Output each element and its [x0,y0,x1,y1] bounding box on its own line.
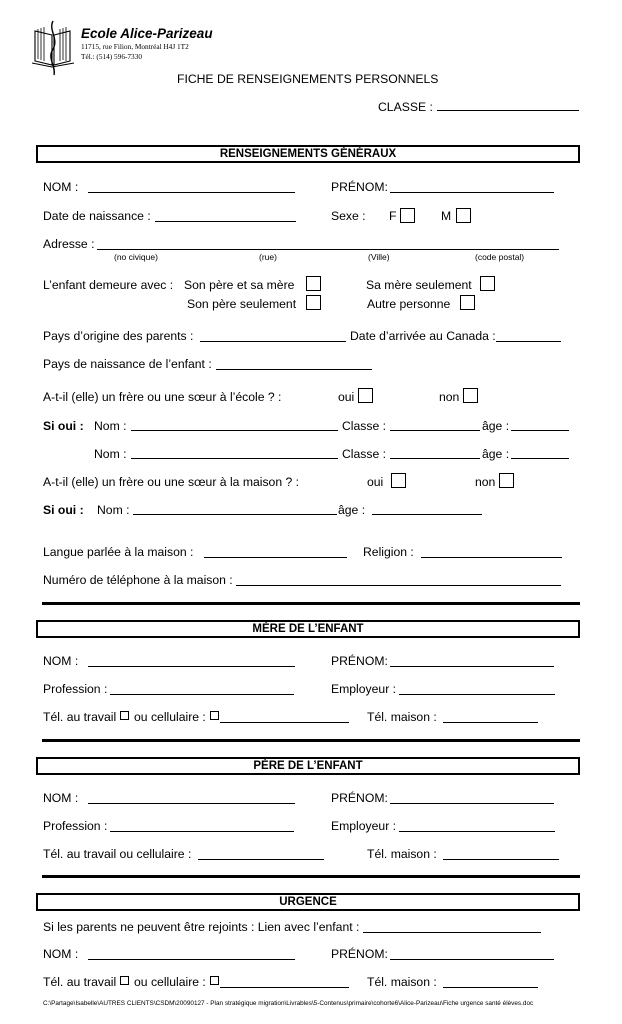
sibling-home-oui-label: oui [367,475,384,489]
father-profession-field[interactable] [110,831,294,832]
opt-mother-label: Sa mère seulement [366,278,472,292]
lives-with-label: L’enfant demeure avec : [43,278,174,292]
father-work-label: Tél. au travail ou cellulaire : [43,847,192,861]
father-nom-field[interactable] [88,803,295,804]
phone-label: Numéro de téléphone à la maison : [43,573,233,587]
sibling-school-non-checkbox[interactable] [463,388,478,403]
sibling1-nom-label: Nom : [94,419,127,433]
origin-field[interactable] [200,341,346,342]
mother-section-header: MÈRE DE L’ENFANT [36,620,580,638]
sibling1-nom-field[interactable] [131,430,338,431]
mother-work-checkbox[interactable] [120,711,129,720]
addr-ville-caption: (Ville) [368,252,390,262]
addr-civique-caption: (no civique) [114,252,158,262]
mother-cell-checkbox[interactable] [210,711,219,720]
father-work-field[interactable] [198,859,324,860]
father-home-label: Tél. maison : [367,847,437,861]
urgence-nom-label: NOM : [43,947,79,961]
urgence-nom-field[interactable] [88,959,295,960]
urgence-link-label: Si les parents ne peuvent être rejoints : Lien avec l’enfant : [43,920,360,934]
sexe-m-checkbox[interactable] [456,208,471,223]
adresse-field[interactable] [97,249,559,250]
sibling2-nom-field[interactable] [131,458,338,459]
phone-field[interactable] [236,585,561,586]
father-section-header: PÈRE DE L’ENFANT [36,757,580,775]
urgence-work-checkbox[interactable] [120,976,129,985]
mother-home-field[interactable] [443,722,538,723]
father-home-field[interactable] [443,859,559,860]
urgence-cell-checkbox[interactable] [210,976,219,985]
sibling-home-non-checkbox[interactable] [499,473,514,488]
sibling-home-age-label: âge : [338,503,366,517]
school-phone: Tél.: (514) 596-7330 [81,52,142,61]
sibling1-age-field[interactable] [511,430,569,431]
urgence-section-header: URGENCE [36,893,580,911]
si-oui-label: Si oui : [43,419,84,433]
opt-father-checkbox[interactable] [306,295,321,310]
section-divider [42,875,580,878]
sibling-school-oui-checkbox[interactable] [358,388,373,403]
sibling-home-question: A-t-il (elle) un frère ou une sœur à la maison ? : [43,475,300,489]
mother-employer-field[interactable] [399,694,555,695]
sibling1-classe-label: Classe : [342,419,387,433]
opt-mother-checkbox[interactable] [480,276,495,291]
sibling-home-nom-label: Nom : [97,503,130,517]
mother-nom-field[interactable] [88,666,295,667]
father-prenom-field[interactable] [390,803,554,804]
religion-label: Religion : [363,545,414,559]
mother-profession-field[interactable] [110,694,294,695]
sibling-school-oui-label: oui [338,390,355,404]
mother-cell-label: ou cellulaire : [134,710,206,724]
opt-both-checkbox[interactable] [306,276,321,291]
father-employer-label: Employeur : [331,819,397,833]
form-title: FICHE DE RENSEIGNEMENTS PERSONNELS [177,72,439,86]
mother-profession-label: Profession : [43,682,108,696]
prenom-field[interactable] [390,192,554,193]
sibling2-classe-label: Classe : [342,447,387,461]
sibling-school-question: A-t-il (elle) un frère ou une sœur à l’école ? : [43,390,282,404]
language-field[interactable] [204,557,347,558]
school-address: 11715, rue Filion, Montréal H4J 1T2 [81,42,189,51]
nom-label: NOM : [43,180,79,194]
urgence-home-label: Tél. maison : [367,975,437,989]
mother-home-label: Tél. maison : [367,710,437,724]
religion-field[interactable] [421,557,562,558]
sibling1-age-label: âge : [482,419,510,433]
birth-country-label: Pays de naissance de l’enfant : [43,357,212,371]
mother-employer-label: Employeur : [331,682,397,696]
section-divider [42,739,580,742]
section-divider [42,602,580,605]
school-logo [30,17,80,77]
opt-other-checkbox[interactable] [460,295,475,310]
father-nom-label: NOM : [43,791,79,805]
origin-label: Pays d’origine des parents : [43,329,194,343]
mother-work-field[interactable] [220,722,349,723]
urgence-prenom-label: PRÉNOM: [331,947,388,961]
father-profession-label: Profession : [43,819,108,833]
arrival-label: Date d’arrivée au Canada : [350,329,496,343]
father-employer-field[interactable] [399,831,555,832]
sibling-home-age-field[interactable] [372,514,482,515]
sexe-f-label: F [389,209,397,223]
footer-file-path: C:\Partage\Isabelle\AUTRES CLIENTS\CSDM\20090127 - Plan stratégique migration\Livrables\5-Contenus\primaire\cohorte6\Alice-Parizeau\Fiche urgence santé élèves.doc [43,1000,534,1007]
classe-field[interactable] [437,110,579,111]
opt-both-label: Son père et sa mère [184,278,295,292]
dob-label: Date de naissance : [43,209,151,223]
sibling2-classe-field[interactable] [390,458,480,459]
sibling2-age-field[interactable] [511,458,569,459]
dob-field[interactable] [155,221,296,222]
birth-country-field[interactable] [216,369,372,370]
mother-work-label: Tél. au travail [43,710,117,724]
school-name: Ecole Alice-Parizeau [81,26,213,41]
adresse-label: Adresse : [43,237,95,251]
sexe-label: Sexe : [331,209,366,223]
opt-father-label: Son père seulement [187,297,297,311]
addr-postal-caption: (code postal) [475,252,525,262]
general-section-header: RENSEIGNEMENTS GÉNÉRAUX [36,145,580,163]
classe-label: CLASSE : [378,100,433,114]
sibling1-classe-field[interactable] [390,430,480,431]
urgence-cell-label: ou cellulaire : [134,975,206,989]
addr-rue-caption: (rue) [259,252,277,262]
urgence-work-field[interactable] [220,987,349,988]
urgence-link-field[interactable] [363,932,541,933]
sexe-f-checkbox[interactable] [400,208,415,223]
sibling2-nom-label: Nom : [94,447,127,461]
si-oui-home-label: Si oui : [43,503,84,517]
urgence-home-field[interactable] [443,987,538,988]
nom-field[interactable] [88,192,295,193]
urgence-prenom-field[interactable] [390,959,554,960]
urgence-work-label: Tél. au travail [43,975,117,989]
sibling-home-oui-checkbox[interactable] [391,473,406,488]
sibling-home-nom-field[interactable] [133,514,337,515]
father-prenom-label: PRÉNOM: [331,791,388,805]
arrival-field[interactable] [496,341,561,342]
sexe-m-label: M [441,209,452,223]
sibling-home-non-label: non [475,475,496,489]
sibling2-age-label: âge : [482,447,510,461]
language-label: Langue parlée à la maison : [43,545,194,559]
prenom-label: PRÉNOM: [331,180,388,194]
sibling-school-non-label: non [439,390,460,404]
mother-prenom-label: PRÉNOM: [331,654,388,668]
opt-other-label: Autre personne [367,297,451,311]
mother-prenom-field[interactable] [390,666,554,667]
mother-nom-label: NOM : [43,654,79,668]
